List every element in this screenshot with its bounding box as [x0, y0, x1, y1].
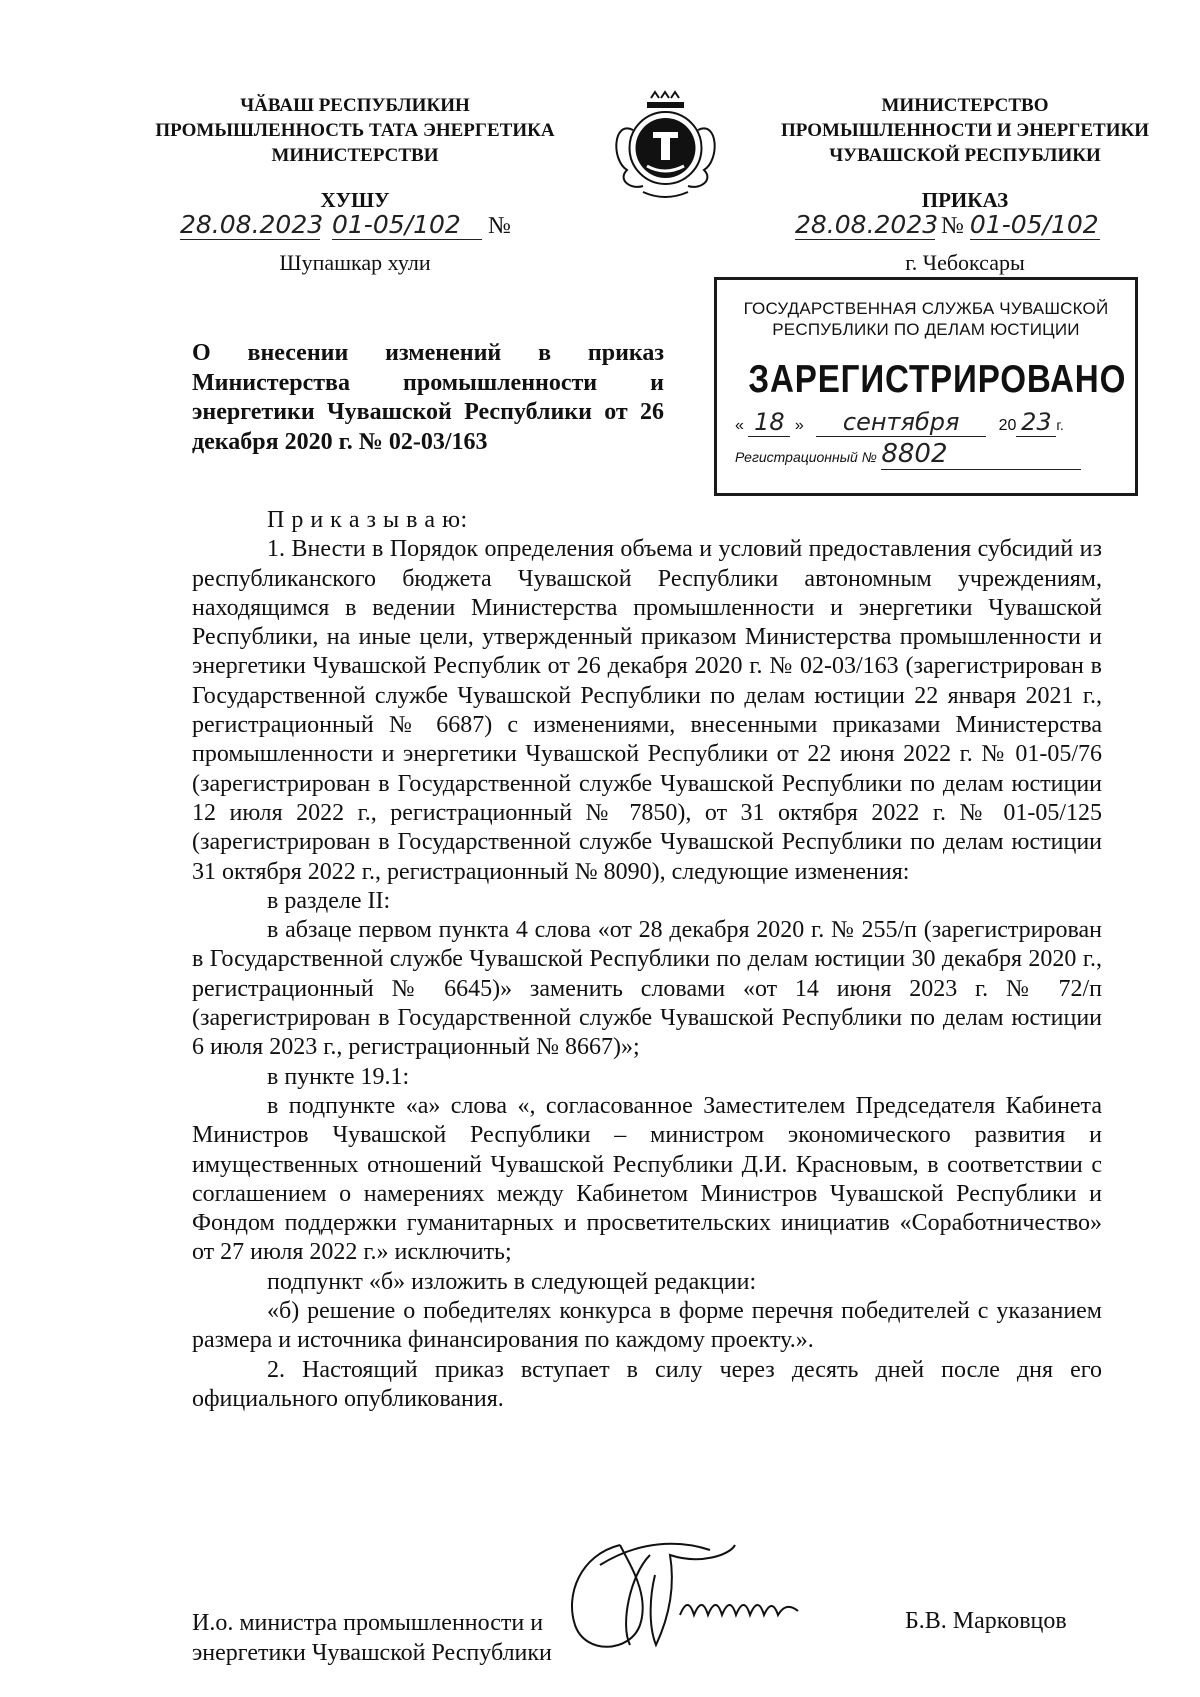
header-right-line1: МИНИСТЕРСТВО: [881, 95, 1049, 116]
stamp-day: 18: [748, 408, 790, 437]
number-sign-left: №: [488, 213, 511, 239]
stamp-year-prefix: 20: [998, 417, 1017, 434]
paragraph-1: 1. Внести в Порядок определения объема и условий предоставления субсидий из республиканского бюджета Чувашской Республики автономным учреждениям, находящимся в ведении Министерства промышленности и энергетики Чувашской Республики, на иные цели, утвержденный приказом Министерства промышленности и энергетики Чувашской Республик от 26 декабря 2020 г. № 02-03/163 (зарегистрирован в Государственной службе Чувашской Республики по делам юстиции 22 января 2021 г., регистрационный № 6687) с изменениями, внесенными приказами Министерства промышленности и энергетики Чувашской Республики от 22 июня 2022 г. № 01-05/76 (зарегистрирован в Государственной службе Чувашской Республики по делам юстиции 12 июля 2022 г., регистрационный № 7850), от 31 октября 2022 г. № 01-05/125 (зарегистрирован в Государственной службе Чувашской Республики по делам юстиции 31 октября 2022 г., регистрационный № 8090), следующие изменения:: [192, 536, 1102, 885]
stamp-line2: РЕСПУБЛИКИ ПО ДЕЛАМ ЮСТИЦИИ: [772, 320, 1080, 339]
number-sign-right: №: [941, 213, 964, 239]
stamp-date-row: [717, 408, 1135, 437]
paragraph-2: в разделе II:: [267, 887, 391, 914]
header-left: [110, 93, 600, 168]
paragraph-3: в абзаце первом пункта 4 слова «от 28 декабря 2020 г. № 255/п (зарегистрирован в Государственной службе Чувашской Республики по делам юстиции 30 декабря 2020 г., регистрационный № 6645)» заменить словами «от 14 июня 2023 г. № 72/п (зарегистрирован в Государственной службе Чувашской Республики по делам юстиции 6 июля 2023 г., регистрационный № 8667)»;: [192, 917, 1102, 1061]
handwritten-number-left: 01-05/102: [332, 210, 482, 240]
stamp-line1: ГОСУДАРСТВЕННАЯ СЛУЖБА ЧУВАШСКОЙ: [743, 299, 1109, 318]
header-right-doc-type: ПРИКАЗ: [921, 188, 1009, 212]
paragraph-4: в пункте 19.1:: [267, 1063, 410, 1090]
stamp-reg-number: 8802: [881, 439, 1081, 470]
header-right: [735, 93, 1195, 168]
header-left-line1: ЧӐВАШ РЕСПУБЛИКИН: [240, 95, 470, 116]
handwritten-date-left: 28.08.2023: [180, 210, 324, 239]
handwritten-date-right: 28.08.2023: [795, 210, 939, 239]
chuvash-emblem-icon: [603, 90, 728, 205]
document-body: [192, 506, 1102, 1414]
stamp-open-quote: «: [735, 417, 744, 434]
signatory-position: [192, 1608, 552, 1668]
signatory-position-line2: энергетики Чувашской Республики: [192, 1640, 552, 1666]
paragraph-5: в подпункте «а» слова «, согласованное Заместителем Председателя Кабинета Министров Чувашской Республики – министром экономического развития и имущественных отношений Чувашской Республики Д.И. Красновым, в соответствии с соглашением о намерениях между Кабинетом Министров Чувашской Республики и Фондом поддержки гуманитарных и просветительских инициатив «Соработничество» от 27 июля 2022 г.» исключить;: [192, 1092, 1102, 1266]
paragraph-7: «б) решение о победителях конкурса в форме перечня победителей с указанием размера и источника финансирования по каждому проекту.».: [192, 1298, 1102, 1354]
handwritten-signature: [560, 1535, 890, 1665]
header-right-line3: ЧУВАШСКОЙ РЕСПУБЛИКИ: [829, 145, 1101, 166]
signatory-position-line1: И.о. министра промышленности и: [192, 1610, 544, 1636]
paragraph-6: подпункт «б» изложить в следующей редакции:: [267, 1268, 757, 1295]
header-left-doc-type: ХУШУ: [320, 188, 390, 212]
stamp-close-quote: »: [794, 417, 804, 434]
handwritten-number-right: 01-05/102: [969, 210, 1099, 239]
registration-stamp: [714, 277, 1138, 496]
header-left-line2: ПРОМЫШЛЕННОСТЬ ТАТА ЭНЕРГЕТИКА: [155, 120, 555, 141]
header-right-city: г. Чебоксары: [905, 250, 1025, 275]
stamp-year-suffix: г.: [1056, 417, 1064, 433]
signatory-name: Б.В. Марковцов: [905, 1608, 1067, 1634]
stamp-month: сентября: [816, 408, 986, 437]
header-left-city: Шупашкар хули: [279, 250, 431, 275]
stamp-reg-label: Регистрационный №: [735, 449, 877, 465]
document-title: О внесении изменений в приказ Министерства промышленности и энергетики Чувашской Республики от 26 декабря 2020 г. № 02-03/163: [192, 340, 664, 455]
paragraph-8: 2. Настоящий приказ вступает в силу через десять дней после дня его официального опубликования.: [192, 1356, 1102, 1412]
header-left-line3: МИНИСТЕРСТВИ: [271, 145, 439, 166]
header-left-date-number: [180, 210, 540, 240]
stamp-year: 23: [1016, 408, 1056, 437]
stamp-reg-row: [717, 439, 1135, 470]
stamp-registered: ЗАРЕГИСТРИРОВАНО: [748, 358, 1127, 401]
header-right-line2: ПРОМЫШЛЕННОСТИ И ЭНЕРГЕТИКИ: [780, 120, 1150, 141]
header-right-date-number: [795, 210, 1125, 240]
order-word: П р и к а з ы в а ю:: [267, 507, 468, 533]
